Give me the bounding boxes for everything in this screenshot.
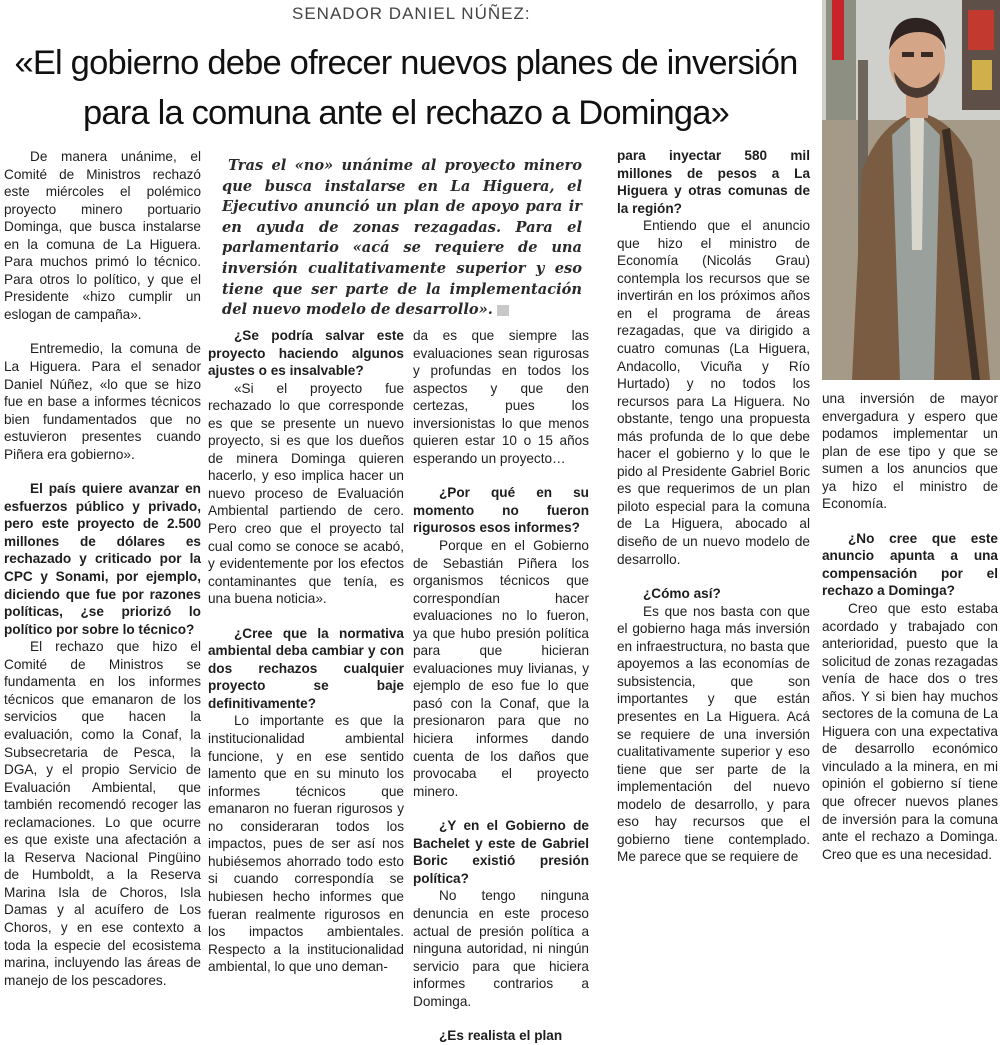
paragraph: No tengo ninguna denuncia en este proceso actual de presión política a ninguna autoridad, ni ningún servicio para que hiciera informes contrarios a Dominga.	[413, 888, 589, 1009]
column-2	[208, 327, 404, 976]
question: para inyectar 580 mil millones de pesos a La Higuera y otras comunas de la región?	[617, 148, 810, 216]
question: El país quiere avanzar en esfuerzos público y privado, pero este proyecto de 2.500 millones de dólares es rechazado y criticado por la CPC y Sonami, por ejemplo, diciendo que fue por razones políticas, ¿se priorizó lo político por sobre lo técnico?	[4, 481, 201, 637]
paragraph: Es que nos basta con que el gobierno haga más inversión en infraestructura, no basta que apoyemos a las economías de subsistencia, que son importantes y que están presentes en La Higuera. Acá se requiere de una inversión cualitativamente superior y eso tiene que ser parte de la implementación del nuevo modelo de desarrollo, y para eso hay recursos que el gobierno tiene contemplado. Me parece que se requiere de	[617, 603, 810, 865]
paragraph: «Si el proyecto fue rechazado lo que corresponde es que se presente un nuevo proyecto, si es que los dueños de minera Dominga quieren hacerlo, y eso implica hacer un nuevo proceso de Evaluación Ambiental partiendo de cero. Pero creo que el proyecto tal cual como se conoce se acabó, y evidentemente por los efectos contaminantes que tenía, es una buena noticia».	[208, 380, 404, 607]
paragraph: Entiendo que el anuncio que hizo el ministro de Economía (Nicolás Grau) contempla los recursos que se invertirán en los próximos años en el programa de áreas rezagadas, que va dirigido a cuatro comunas (La Higuera, Andacollo, Vicuña y Río Hurtado) y no todos los recursos para La Higuera. No obstante, tengo una propuesta más profunda de lo que debe hacer el gobierno y lo que le pido al Presidente Gabriel Boric es que requerimos de un plan piloto especial para la comuna de La Higuera, abocado al diseño de un nuevo modelo de desarrollo.	[617, 218, 810, 567]
paragraph: Creo que esto estaba acordado y trabajado con anterioridad, puesto que la solicitud de zonas rezagadas venía de hace dos o tres años. Y si bien hay muchos sectores de la comuna de La Higuera con una expectativa de desarrollo económico vinculado a la minera, en mi opinión el gobierno sí tiene que ofrecer nuevos planes de inversión para la comuna ante el rechazo a Dominga. Creo que es una necesidad.	[822, 601, 998, 862]
question: ¿Y en el Gobierno de Bachelet y este de Gabriel Boric existió presión política?	[413, 818, 589, 886]
kicker: SENADOR DANIEL NÚÑEZ:	[292, 4, 531, 23]
deck-text: Tras el «no» unánime al proyecto minero que busca instalarse en La Higuera, el Ejecutivo anunció un plan de apoyo para ir en ayuda de zonas rezagadas. Para el parlamentario «acá se requiere de una inversión cualitativamente superior y eso tiene que ser parte de la implementación del nuevo modelo de desarrollo».	[222, 157, 582, 319]
headline	[0, 38, 812, 138]
column-3	[413, 327, 589, 1045]
deck-intro	[222, 156, 582, 321]
column-1	[4, 148, 201, 989]
paragraph: Lo importante es que la institucionalidad ambiental funcione, y en ese sentido lamento que en su minuto los informes técnicos que emanaron no fueran rigurosos y no consideraran todos los impactos, pues de ser así nos hubiésemos ahorrado todo esto si cuando correspondía se hubiesen hecho informes que fueran realmente rigurosos en los impactos ambientales. Respecto a la institucionalidad ambiental, lo que uno deman-	[208, 713, 404, 975]
column-5	[822, 390, 998, 863]
paragraph: De manera unánime, el Comité de Ministros rechazó este miércoles el polémico proyecto minero portuario Dominga, que busca instalarse en la comuna de La Higuera. Para muchos primó lo técnico. Para otros lo político, y que el Presidente «hizo cumplir un eslogan de campaña».	[4, 149, 201, 322]
headline-line-1: «El gobierno debe ofrecer nuevos planes de inversión	[14, 44, 798, 82]
question: ¿Por qué en su momento no fueron rigurosos esos informes?	[413, 485, 589, 536]
question: ¿Es realista el plan	[439, 1028, 563, 1044]
paragraph: da es que siempre las evaluaciones sean rigurosas y profundas en todos los aspectos y que den certezas, pues los inversionistas lo que menos quieren estar 10 o 15 años esperando un proyecto…	[413, 328, 589, 466]
paragraph: Entremedio, la comuna de La Higuera. Para el senador Daniel Núñez, «lo que se hizo fue en base a informes técnicos bien fundamentados que no estuvieron presentes cuando Piñera era gobierno».	[4, 341, 201, 462]
senator-photo	[822, 0, 1000, 380]
headline-line-2: para la comuna ante el rechazo a Dominga»	[82, 94, 730, 132]
question: ¿No cree que este anuncio apunta a una compensación por el rechazo a Dominga?	[822, 530, 998, 599]
column-4	[617, 147, 810, 866]
end-mark-icon	[497, 305, 509, 316]
paragraph: una inversión de mayor envergadura y espero que podamos implementar un plan de ese tipo y que se sumen a los anuncios que ya hizo el ministro de Economía.	[822, 391, 998, 512]
paragraph: Porque en el Gobierno de Sebastián Piñera los organismos técnicos que correspondían hacer evaluaciones no lo fueron, ya que hubo presión política para que hicieran evaluaciones muy livianas, y ejemplo de eso fue lo que pasó con la Conaf, que la presionaron para que no hiciera informes dando cuenta de los daños que provocaba el proyecto minero.	[413, 538, 589, 799]
question: ¿Cómo así?	[643, 586, 721, 602]
question: ¿Cree que la normativa ambiental deba cambiar y con dos rechazos cualquier proyecto se baje definitivamente?	[208, 625, 404, 711]
paragraph: El rechazo que hizo el Comité de Ministros se fundamenta en los informes técnicos que emanaron de los servicios que hacen la evaluación, como la Conaf, la Subsecretaria de Pesca, la DGA, y el propio Servicio de Evaluación Ambiental, que también recomendó recoger las reclamaciones. Lo que ocurre es que existe una afectación a la Reserva Nacional Pingüino de Humboldt, a la Reserva Marina Isla de Choros, Isla Damas y al acuífero de Los Choros, y en ese contexto a toda la especie del ecosistema marina, incluyendo las áreas de manejo de los pescadores.	[4, 639, 201, 988]
question: ¿Se podría salvar este proyecto haciendo algunos ajustes o es insalvable?	[208, 328, 404, 379]
